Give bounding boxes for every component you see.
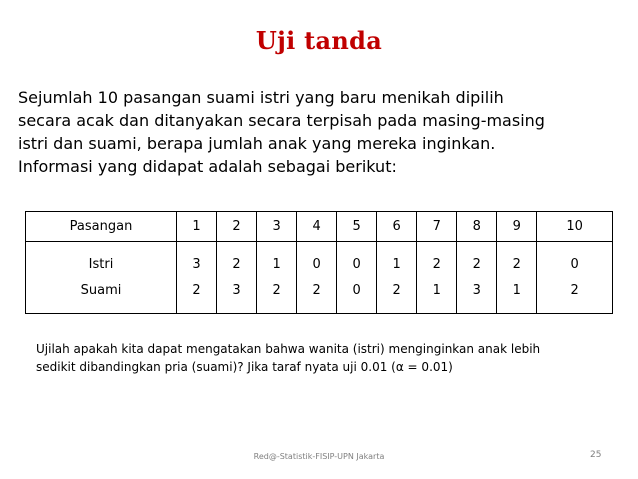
istri-value: 2 — [512, 256, 521, 272]
row-label-suami: Suami — [80, 282, 122, 298]
value-cell — [497, 242, 537, 314]
row-label-cell — [26, 242, 177, 314]
value-cell — [177, 242, 217, 314]
istri-value: 0 — [570, 256, 579, 272]
value-cell — [297, 242, 337, 314]
istri-value: 0 — [312, 256, 321, 272]
header-cell: 4 — [297, 212, 337, 242]
suami-value: 3 — [472, 282, 481, 298]
slide-footer: Red@-Statistik-FISIP-UPN Jakarta — [253, 452, 385, 461]
istri-value: 2 — [232, 256, 241, 272]
intro-line: secara acak dan ditanyakan secara terpisah pada masing-masing — [18, 111, 545, 130]
header-cell: 10 — [537, 212, 613, 242]
suami-value: 2 — [312, 282, 321, 298]
value-cell — [257, 242, 297, 314]
suami-value: 0 — [352, 282, 361, 298]
header-cell: 1 — [177, 212, 217, 242]
value-cell — [337, 242, 377, 314]
header-cell: 6 — [377, 212, 417, 242]
istri-value: 1 — [272, 256, 281, 272]
header-cell: 7 — [417, 212, 457, 242]
suami-value: 2 — [192, 282, 201, 298]
question-line: Ujilah apakah kita dapat mengatakan bahwa wanita (istri) menginginkan anak lebih — [36, 342, 541, 356]
istri-value: 2 — [432, 256, 441, 272]
table-header-row — [26, 212, 613, 242]
intro-line: Sejumlah 10 pasangan suami istri yang baru menikah dipilih — [18, 88, 504, 107]
istri-value: 0 — [352, 256, 361, 272]
table-body-row — [26, 242, 613, 314]
header-cell: 8 — [457, 212, 497, 242]
suami-value: 1 — [512, 282, 521, 298]
question-line: sedikit dibandingkan pria (suami)? Jika taraf nyata uji 0.01 (α = 0.01) — [36, 360, 453, 374]
slide-title: Uji tanda — [255, 26, 383, 55]
value-cell — [217, 242, 257, 314]
intro-line: istri dan suami, berapa jumlah anak yang mereka inginkan. — [18, 134, 496, 153]
intro-paragraph — [18, 86, 628, 178]
suami-value: 1 — [432, 282, 441, 298]
istri-value: 1 — [392, 256, 401, 272]
suami-value: 3 — [232, 282, 241, 298]
page-number: 25 — [590, 450, 602, 460]
istri-value: 2 — [472, 256, 481, 272]
suami-value: 2 — [392, 282, 401, 298]
value-cell — [457, 242, 497, 314]
suami-value: 2 — [272, 282, 281, 298]
header-cell: 2 — [217, 212, 257, 242]
value-cell — [537, 242, 613, 314]
header-label-cell: Pasangan — [26, 212, 177, 242]
suami-value: 2 — [570, 282, 579, 298]
value-cell — [417, 242, 457, 314]
data-table — [25, 211, 613, 314]
question-paragraph — [36, 340, 616, 376]
header-cell: 3 — [257, 212, 297, 242]
header-cell: 5 — [337, 212, 377, 242]
intro-line: Informasi yang didapat adalah sebagai berikut: — [18, 157, 397, 176]
istri-value: 3 — [192, 256, 201, 272]
row-label-istri: Istri — [88, 256, 114, 272]
value-cell — [377, 242, 417, 314]
header-cell: 9 — [497, 212, 537, 242]
